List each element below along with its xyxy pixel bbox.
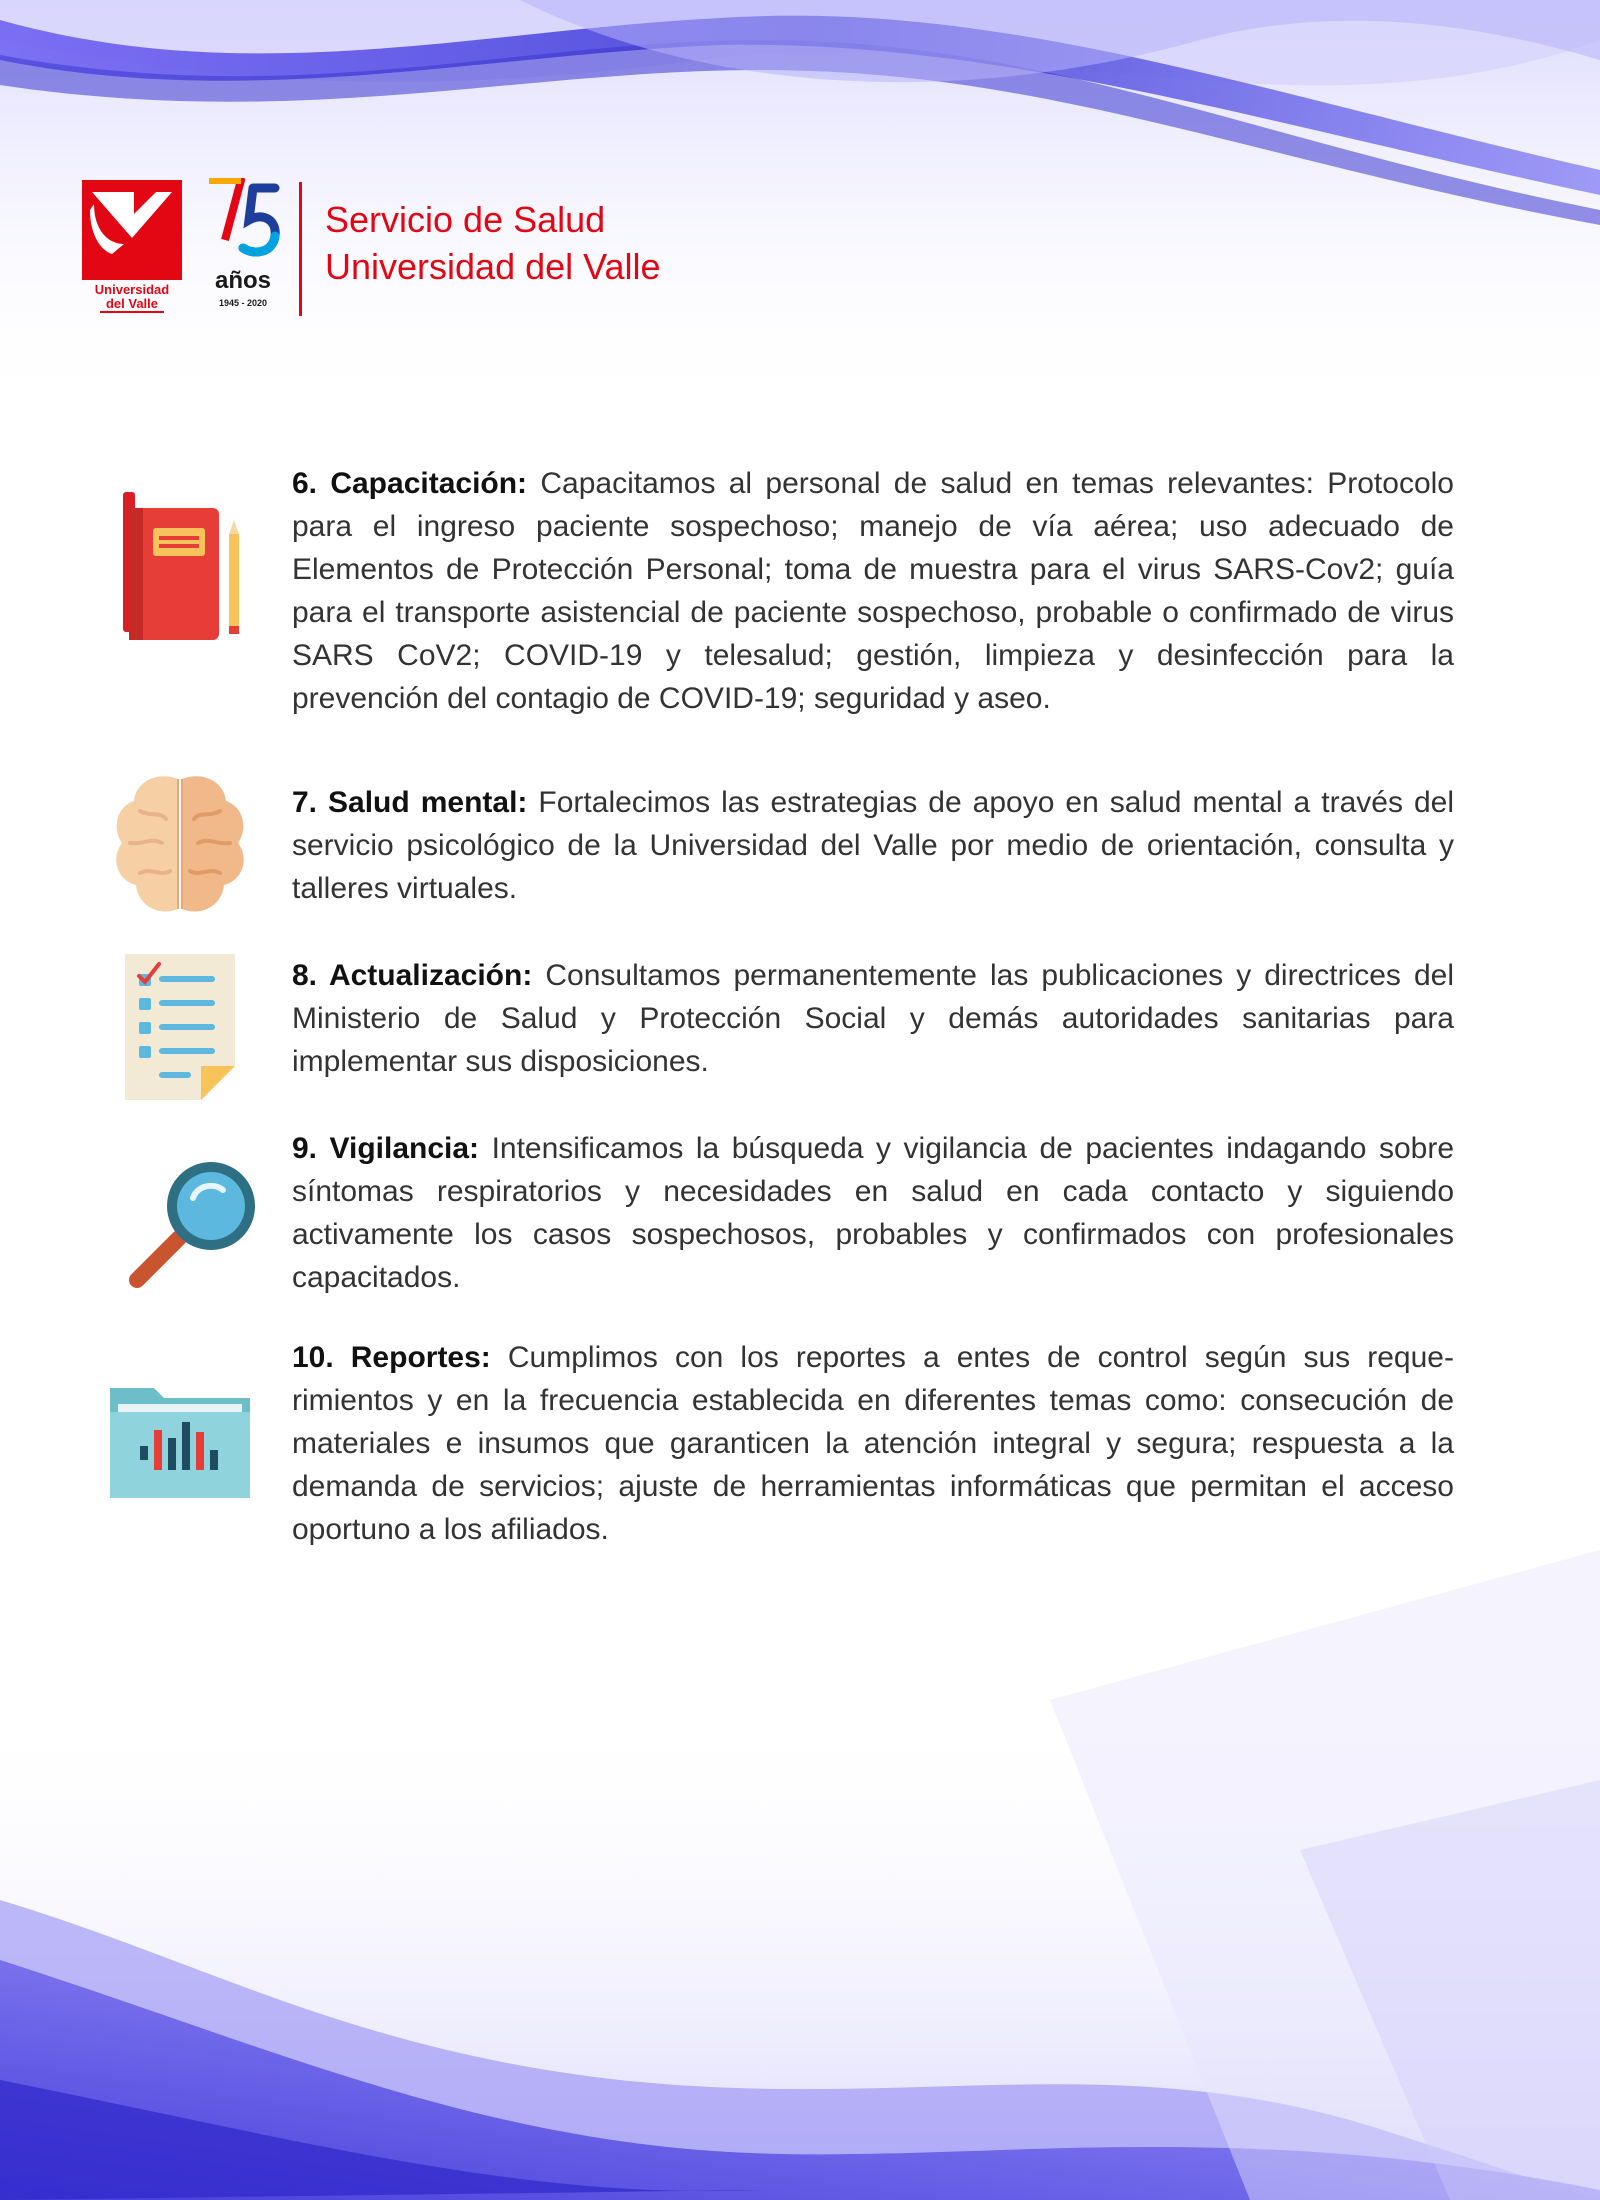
svg-text:1945 - 2020: 1945 - 2020 xyxy=(218,298,268,308)
title-line-1: Servicio de Salud xyxy=(325,199,606,240)
item-text xyxy=(292,781,1454,910)
item-heading: 6. Capacitación: xyxy=(292,467,528,500)
title-line-2: Universidad del Valle xyxy=(325,246,661,287)
item-heading: 10. Reportes: xyxy=(292,1341,491,1374)
item-body: Capacitamos al personal de salud en temas relevantes: Protocolo para el ingreso paciente sospechoso; manejo de vía aérea; uso adecuado de Elementos de Protección Personal; toma de muestra para el virus SARS-Cov2; guía para el transporte asistencial de paciente sospechoso, probable o confirmado de virus SARS CoV2; COVID-19 y telesalud; gestión, limpieza y desinfección para la prevención del contagio de COVID-19; seguridad y aseo. xyxy=(292,467,1454,715)
report-folder-icon xyxy=(110,1388,250,1498)
item-body: Cumplimos con los reportes a entes de control según sus requerimientos y en la frecuencia establecida en diferentes temas como: consecución de materiales e insumos que garanticen la atención integral y segura; respuesta a la demanda de servicios; ajuste de herramientas informáticas que permitan el acceso oportuno a los afiliados. xyxy=(292,1341,1454,1546)
notebook-pencil-icon xyxy=(105,492,245,652)
item-text xyxy=(292,1127,1454,1299)
header-divider xyxy=(299,182,302,316)
svg-text:del Valle: del Valle xyxy=(105,296,159,311)
seventy-five-years-logo xyxy=(203,178,283,318)
item-text xyxy=(292,954,1454,1083)
checklist-document-icon xyxy=(125,954,235,1100)
item-body: Consultamos permanentemente las publicaciones y directrices del Ministerio de Salud y Protección Social y demás autoridades sanitarias para implementar sus disposiciones. xyxy=(292,959,1454,1078)
item-heading: 8. Actualización: xyxy=(292,959,533,992)
item-body: Fortalecimos las estrategias de apoyo en salud mental a través del servicio psicológico de la Universidad del Valle por medio de orientación, consulta y talleres virtuales. xyxy=(292,786,1454,905)
universidad-del-valle-logo xyxy=(82,180,182,316)
svg-text:Universidad: Universidad xyxy=(94,282,170,297)
item-heading: 9. Vigilancia: xyxy=(292,1132,480,1165)
magnifier-icon xyxy=(125,1152,265,1292)
svg-text:años: años xyxy=(214,267,272,294)
item-body: Intensificamos la búsqueda y vigilancia de pacientes indagando sobre síntomas respiratorios y necesidades en salud en cada contacto y siguiendo activamente los casos sospechosos, probables y confirmados con profesionales capacitados. xyxy=(292,1132,1454,1294)
page-title xyxy=(325,196,661,290)
item-text xyxy=(292,462,1454,720)
item-heading: 7. Salud mental: xyxy=(292,786,528,819)
brain-icon xyxy=(110,771,250,921)
item-text xyxy=(292,1336,1454,1551)
